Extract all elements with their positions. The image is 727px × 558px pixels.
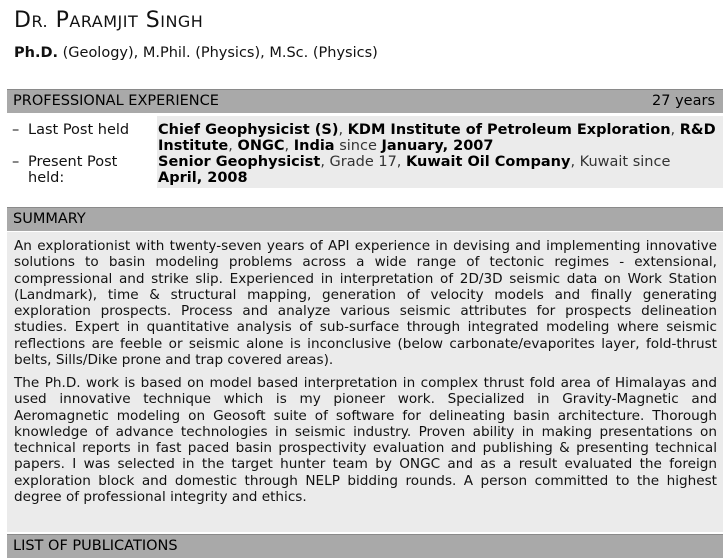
experience-header: [7, 89, 723, 113]
experience-text: since: [334, 138, 382, 154]
experience-text: ,: [670, 122, 680, 138]
experience-years: 27 years: [652, 93, 715, 109]
publications-header: [7, 534, 723, 558]
experience-emphasis: India: [293, 138, 335, 154]
experience-emphasis: ONGC: [237, 138, 285, 154]
other-degrees: (Geology), M.Phil. (Physics), M.Sc. (Physics): [58, 45, 378, 61]
experience-text: ,: [338, 122, 348, 138]
experience-text: ,: [228, 138, 238, 154]
summary-paragraph: The Ph.D. work is based on model based interpretation in complex thrust fold area of Himalayas and used innovative technique which is my pioneer work. Specialized in Gravity-Magnetic and Aeromagnetic modeling on Geosoft suite of software for delineating basin architecture. Thorough knowledge of advance technologies in seismic industry. Proven ability in making presentations on technical reports in fast paced basin prospectivity evaluation and publishing & presenting technical papers. I was selected in the target hunter team by ONGC and as a result evaluated the foreign exploration block and domestic through NELP bidding rounds. A person committed to the highest degree of professional integrity and ethics.: [14, 375, 717, 506]
phd-degree: Ph.D.: [14, 45, 59, 61]
experience-emphasis: R&D Institute: [158, 122, 716, 154]
list-dash: –: [12, 122, 20, 138]
experience-text: , Kuwait since: [570, 154, 671, 170]
experience-row-value: [158, 122, 718, 154]
summary-paragraph: An explorationist with twenty-seven years of API experience in devising and implementing innovative solutions to basin modeling problems across a wide range of tectonic regimes - extensional, compressional and strike slip. Experienced in interpretation of 2D/3D seismic data on Work Station (Landmark), time & structural mapping, generation of velocity models and finally generating exploration prospects. Process and analyze various seismic attributes for prospects delineation studies. Expert in quantitative analysis of sub-surface through integrated modeling where seismic reflections are feeble or seismic alone is inconclusive (below carbonate/evaporites layer, fold-thrust belts, Sills/Dike prone and trap covered areas).: [14, 238, 717, 369]
experience-row-label: – Last Post held: [12, 122, 130, 138]
publications-title: LIST OF PUBLICATIONS: [13, 538, 178, 554]
degrees-line: [14, 45, 378, 61]
experience-emphasis: Chief Geophysicist (S): [158, 122, 339, 138]
summary-title: SUMMARY: [13, 211, 86, 227]
person-name: DR. PARAMJIT SINGH: [14, 8, 204, 33]
experience-emphasis: Kuwait Oil Company: [406, 154, 571, 170]
experience-emphasis: April, 2008: [158, 170, 248, 186]
experience-emphasis: KDM Institute of Petroleum Exploration: [347, 122, 671, 138]
experience-text: , Grade 17,: [320, 154, 407, 170]
experience-text: ,: [284, 138, 294, 154]
experience-emphasis: January, 2007: [381, 138, 494, 154]
experience-row-label: – Present Post held:: [12, 154, 118, 186]
summary-header: [7, 207, 723, 231]
experience-row-value: [158, 154, 718, 186]
experience-title: PROFESSIONAL EXPERIENCE: [13, 93, 219, 109]
list-dash: –: [12, 154, 20, 170]
experience-emphasis: Senior Geophysicist: [158, 154, 321, 170]
